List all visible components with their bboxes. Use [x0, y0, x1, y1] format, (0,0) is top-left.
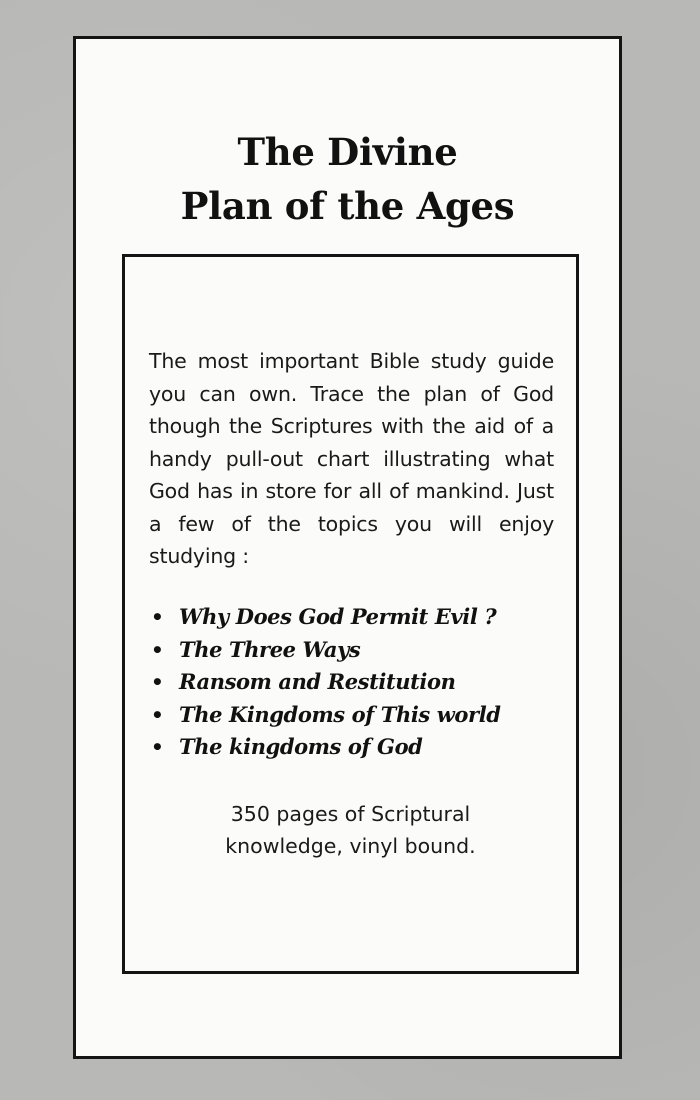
topic-item [149, 666, 559, 699]
topic-text: The Kingdoms of This world [179, 701, 501, 727]
topic-text: The kingdoms of God [179, 734, 423, 759]
document-page [73, 36, 622, 1059]
title-line-1: The Divine [237, 130, 458, 174]
details-line-1: 350 pages of Scriptural [230, 802, 471, 826]
details-line-2: knowledge, vinyl bound. [225, 834, 476, 858]
topic-text: The Three Ways [179, 636, 361, 662]
description-box [122, 254, 579, 974]
bullet-icon: • [151, 605, 164, 629]
topic-item [149, 634, 559, 667]
intro-paragraph: The most important Bible study guide you can own. Trace the plan of God though the Scriptures with the aid of a handy pull-out chart illustrating what God has in store for all of mankind. Just a few of the topics you will enjoy studying : [149, 349, 554, 568]
bullet-icon: • [151, 670, 164, 694]
bullet-icon: • [151, 735, 164, 759]
topic-item [149, 699, 559, 732]
title-line-2: Plan of the Ages [180, 184, 515, 228]
topic-text: Why Does God Permit Evil ? [179, 604, 497, 629]
page-title [76, 125, 619, 233]
topics-list [149, 601, 559, 764]
bullet-icon: • [151, 702, 164, 727]
product-details [125, 798, 576, 862]
topic-item [149, 731, 559, 764]
topic-item [149, 601, 559, 634]
topic-text: Ransom and Restitution [179, 669, 456, 694]
bullet-icon: • [151, 637, 164, 662]
